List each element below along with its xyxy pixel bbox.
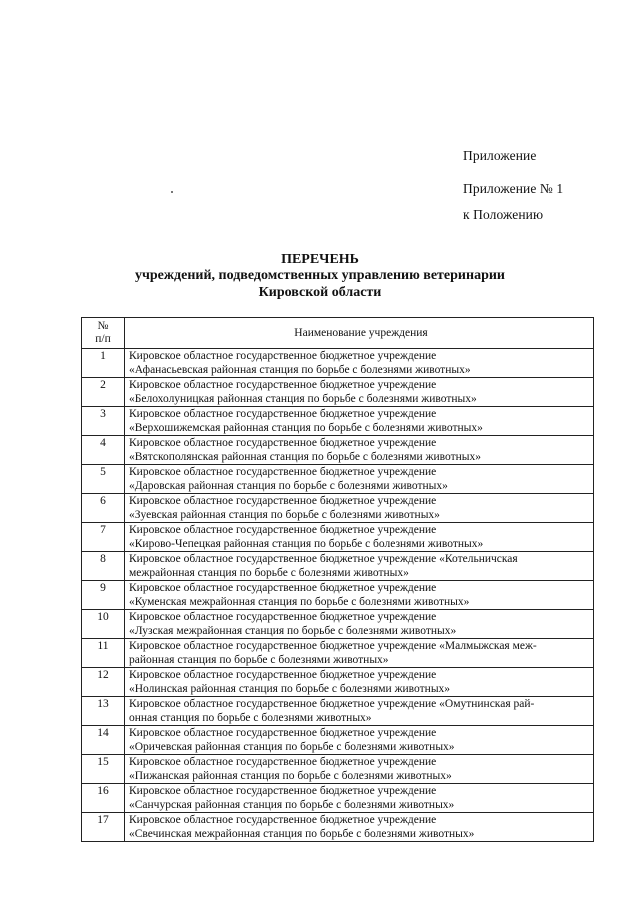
annex-number: Приложение № 1 — [463, 181, 564, 196]
row-number: 11 — [82, 639, 125, 668]
row-number: 14 — [82, 726, 125, 755]
institution-name-line1: Кировское областное государственное бюджетное учреждение — [129, 669, 437, 681]
header-name-cell: Наименование учреждения — [125, 318, 594, 349]
table-row — [82, 407, 594, 436]
institution-name-line2: «Верхошижемская районная станция по борьбе с болезнями животных» — [129, 422, 483, 434]
institution-name-line2: межрайонная станция по борьбе с болезнями животных» — [129, 567, 409, 579]
institution-name-line1: Кировское областное государственное бюджетное учреждение — [129, 408, 437, 420]
table-row — [82, 436, 594, 465]
institution-name-cell — [125, 378, 594, 407]
institution-name-cell — [125, 581, 594, 610]
institution-name-cell — [125, 813, 594, 842]
institution-name-line1: Кировское областное государственное бюджетное учреждение — [129, 350, 437, 362]
institution-name-cell — [125, 755, 594, 784]
document-subtitle: учреждений, подведомственных управлению ветеринарии — [135, 268, 505, 283]
annex-label: Приложение — [463, 148, 537, 163]
table-row — [82, 465, 594, 494]
institution-name-line2: «Кирово-Чепецкая районная станция по борьбе с болезнями животных» — [129, 538, 484, 550]
header-number-abbrev: п/п — [95, 333, 111, 345]
row-number: 10 — [82, 610, 125, 639]
institution-name-line2: «Афанасьевская районная станция по борьбе с болезнями животных» — [129, 364, 471, 376]
institution-name-line2: «Оричевская районная станция по борьбе с болезнями животных» — [129, 741, 455, 753]
institution-name-line1: Кировское областное государственное бюджетное учреждение — [129, 437, 437, 449]
table-row — [82, 813, 594, 842]
institution-name-cell — [125, 349, 594, 378]
header-number-cell — [82, 318, 125, 349]
institutions-table — [81, 317, 594, 842]
institution-name-line1: Кировское областное государственное бюджетное учреждение — [129, 495, 437, 507]
institution-name-line1: Кировское областное государственное бюджетное учреждение — [129, 756, 437, 768]
institution-name-line2: онная станция по борьбе с болезнями животных» — [129, 712, 372, 724]
header-number-symbol: № — [97, 320, 109, 332]
table-row — [82, 581, 594, 610]
row-number: 7 — [82, 523, 125, 552]
table-row — [82, 755, 594, 784]
table-row — [82, 378, 594, 407]
institution-name-line2: «Лузская межрайонная станция по борьбе с болезнями животных» — [129, 625, 457, 637]
institution-name-line2: «Зуевская районная станция по борьбе с болезнями животных» — [129, 509, 440, 521]
institution-name-line1: Кировское областное государственное бюджетное учреждение — [129, 814, 437, 826]
table-row — [82, 697, 594, 726]
institution-name-cell — [125, 784, 594, 813]
table-row — [82, 639, 594, 668]
row-number: 4 — [82, 436, 125, 465]
institution-name-cell — [125, 465, 594, 494]
table-row — [82, 494, 594, 523]
row-number: 3 — [82, 407, 125, 436]
institution-name-line1: Кировское областное государственное бюджетное учреждение — [129, 611, 437, 623]
scan-speck — [171, 191, 173, 193]
row-number: 2 — [82, 378, 125, 407]
institution-name-line1: Кировское областное государственное бюджетное учреждение — [129, 466, 437, 478]
institution-name-line2: «Куменская межрайонная станция по борьбе с болезнями животных» — [129, 596, 470, 608]
table-header-row — [82, 318, 594, 349]
institution-name-line1: Кировское областное государственное бюджетное учреждение — [129, 785, 437, 797]
row-number: 1 — [82, 349, 125, 378]
row-number: 9 — [82, 581, 125, 610]
institution-name-cell — [125, 552, 594, 581]
document-subtitle-region: Кировской области — [258, 285, 382, 300]
institution-name-cell — [125, 668, 594, 697]
institution-name-line1: Кировское областное государственное бюджетное учреждение — [129, 379, 437, 391]
institution-name-line2: «Нолинская районная станция по борьбе с болезнями животных» — [129, 683, 451, 695]
institution-name-cell — [125, 639, 594, 668]
institution-name-line2: «Вятскополянская районная станция по борьбе с болезнями животных» — [129, 451, 482, 463]
row-number: 8 — [82, 552, 125, 581]
table-row — [82, 726, 594, 755]
institution-name-line2: «Пижанская районная станция по борьбе с болезнями животных» — [129, 770, 452, 782]
institution-name-cell — [125, 726, 594, 755]
table-row — [82, 552, 594, 581]
table-row — [82, 523, 594, 552]
table-row — [82, 784, 594, 813]
institution-name-line2: районная станция по борьбе с болезнями животных» — [129, 654, 389, 666]
institution-name-line1: Кировское областное государственное бюджетное учреждение — [129, 727, 437, 739]
institution-name-line1: Кировское областное государственное бюджетное учреждение «Котельничская — [129, 553, 518, 565]
annex-reference: к Положению — [463, 207, 544, 222]
institution-name-cell — [125, 407, 594, 436]
institution-name-cell — [125, 697, 594, 726]
table-row — [82, 668, 594, 697]
institution-name-line2: «Свечинская межрайонная станция по борьбе с болезнями животных» — [129, 828, 475, 840]
institution-name-line2: «Даровская районная станция по борьбе с болезнями животных» — [129, 480, 448, 492]
institution-name-line2: «Санчурская районная станция по борьбе с болезнями животных» — [129, 799, 455, 811]
row-number: 6 — [82, 494, 125, 523]
institution-name-cell — [125, 494, 594, 523]
table-body — [82, 349, 594, 842]
institution-name-line2: «Белохолуницкая районная станция по борьбе с болезнями животных» — [129, 393, 477, 405]
row-number: 15 — [82, 755, 125, 784]
institution-name-line1: Кировское областное государственное бюджетное учреждение «Омутнинская рай- — [129, 698, 535, 710]
row-number: 12 — [82, 668, 125, 697]
table-row — [82, 610, 594, 639]
row-number: 17 — [82, 813, 125, 842]
institution-name-line1: Кировское областное государственное бюджетное учреждение «Малмыжская меж- — [129, 640, 537, 652]
institution-name-cell — [125, 523, 594, 552]
table-row — [82, 349, 594, 378]
institution-name-line1: Кировское областное государственное бюджетное учреждение — [129, 524, 437, 536]
institution-name-cell — [125, 610, 594, 639]
row-number: 13 — [82, 697, 125, 726]
document-title: ПЕРЕЧЕНЬ — [281, 252, 359, 267]
institution-name-cell — [125, 436, 594, 465]
institution-name-line1: Кировское областное государственное бюджетное учреждение — [129, 582, 437, 594]
row-number: 16 — [82, 784, 125, 813]
row-number: 5 — [82, 465, 125, 494]
